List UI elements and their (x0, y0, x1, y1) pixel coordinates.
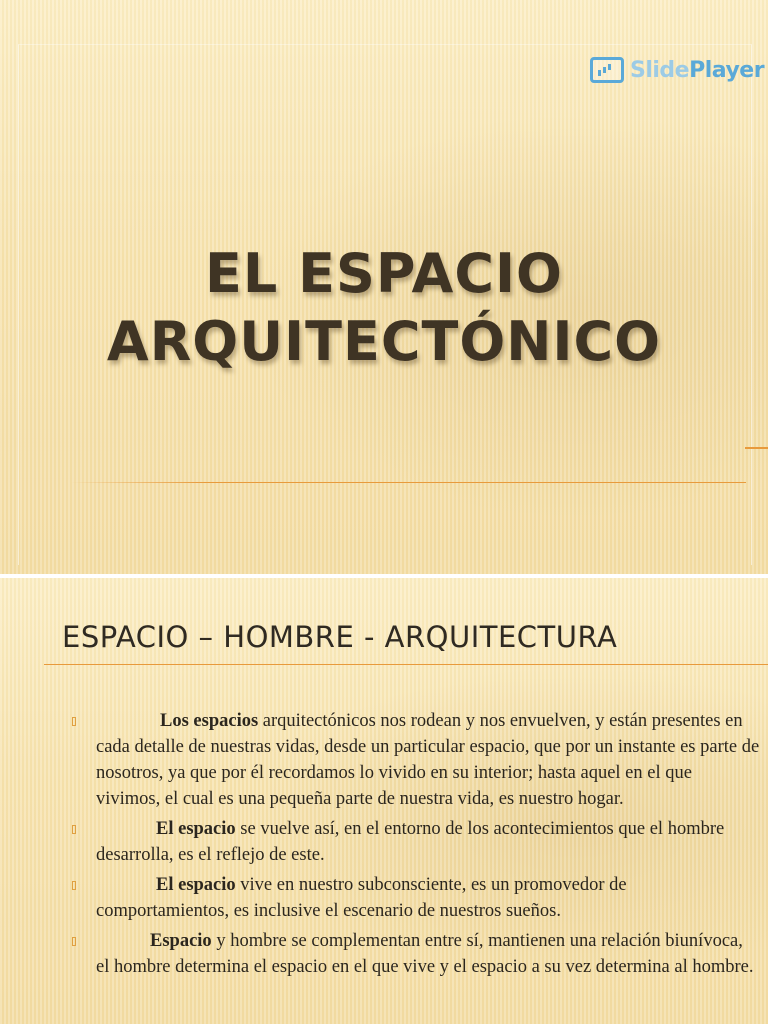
bullet-lead: El espacio (156, 875, 236, 895)
bullet-icon (72, 881, 76, 890)
slideplayer-logo[interactable] (590, 54, 764, 86)
bullet-text: y hombre se complementan entre sí, mantienen una relación biunívoca, el hombre determina el espacio en el que vive y el espacio a su vez determina al hombre. (96, 931, 754, 977)
logo-text (630, 58, 764, 83)
bullet-text: arquitectónicos nos rodean y nos envuelven, y están presentes en cada detalle de nuestras vidas, desde un particular espacio, que por un instante es parte de nosotros, ya que por él recordamos lo vivido en su interior; hasta aquel en el que vivimos, el cual es una pequeña parte de nuestra vida, es nuestro hogar. (96, 711, 760, 809)
bullet-item (70, 708, 760, 812)
accent-bar (745, 447, 768, 449)
bullet-icon (72, 825, 76, 834)
bullet-text: se vuelve así, en el entorno de los acontecimientos que el hombre desarrolla, es el reflejo de este. (96, 819, 725, 865)
bullet-lead: Los espacios (160, 711, 259, 731)
slide-content (0, 578, 768, 1024)
logo-text-bold: Player (689, 57, 765, 83)
logo-text-light: Slide (630, 57, 690, 83)
slide-title-text (0, 240, 768, 376)
bullet-item (70, 872, 760, 924)
heading-divider (44, 664, 768, 665)
presentation-chart-icon (590, 57, 624, 83)
bullet-text: vive en nuestro subconsciente, es un promovedor de comportamientos, es inclusive el escenario de nuestros sueños. (96, 875, 627, 921)
bullet-icon (72, 717, 76, 726)
bullet-lead: El espacio (156, 819, 236, 839)
slide-heading: ESPACIO – HOMBRE - ARQUITECTURA (62, 620, 618, 654)
title-line-2: ARQUITECTÓNICO (106, 310, 662, 373)
bullet-item (70, 816, 760, 868)
bullet-list (70, 708, 760, 984)
bullet-item (70, 928, 760, 980)
bullet-lead: Espacio (150, 931, 212, 951)
bullet-icon (72, 937, 76, 946)
title-divider (70, 482, 746, 483)
title-line-1: EL ESPACIO (205, 242, 563, 305)
